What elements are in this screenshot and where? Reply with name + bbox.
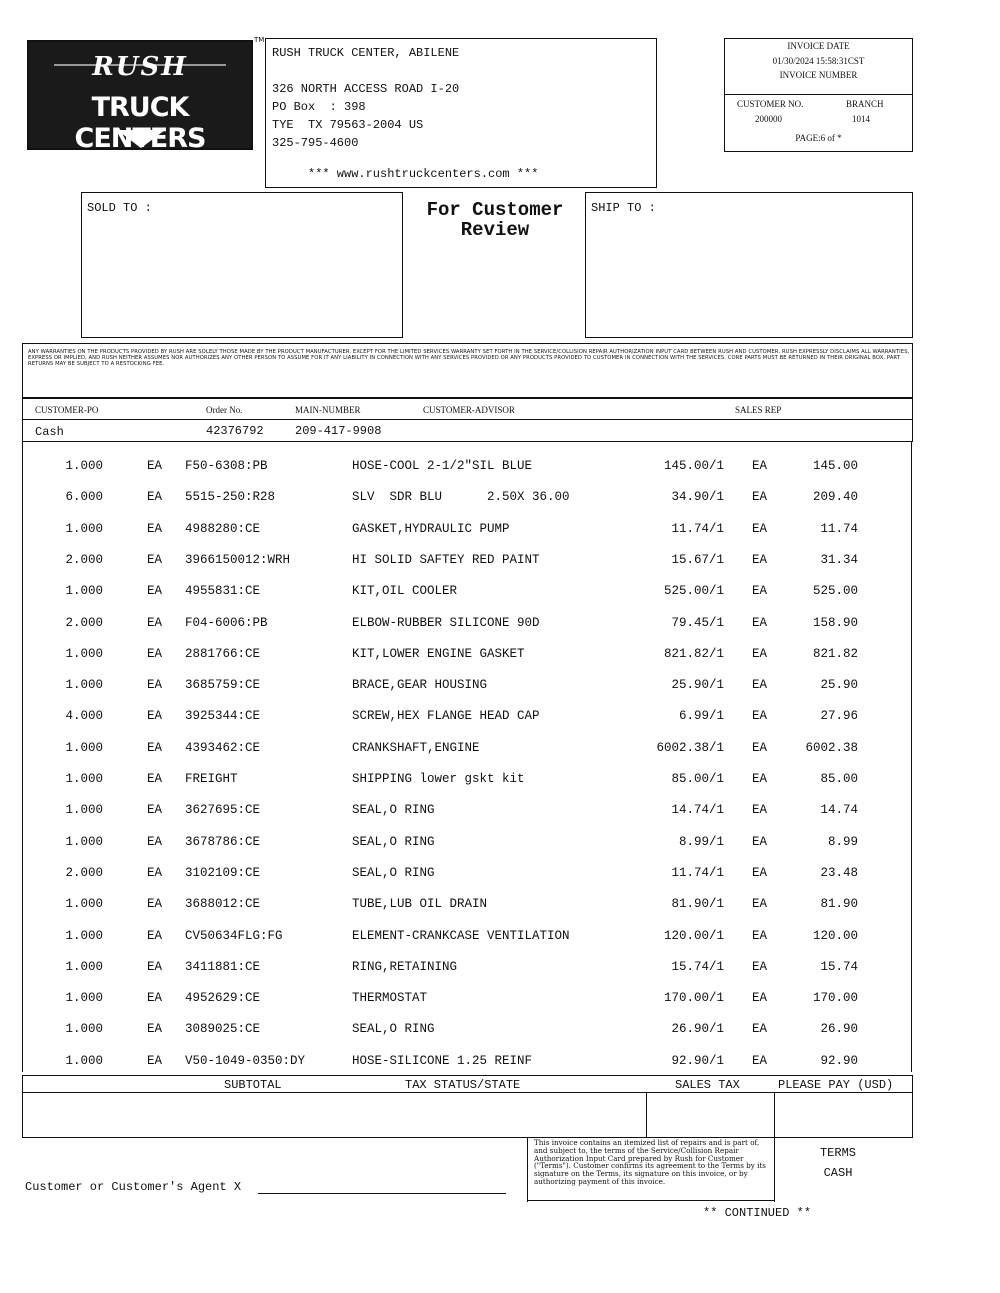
line-price-uom: EA: [752, 552, 768, 567]
customer-advisor-label: CUSTOMER-ADVISOR: [423, 405, 515, 415]
line-qty: 1.000: [65, 991, 103, 1006]
line-price-uom: EA: [752, 459, 768, 473]
line-part-number: F50-6308:PB: [185, 459, 268, 473]
line-uom: EA: [147, 1053, 163, 1068]
line-part-number: 3411881:CE: [185, 959, 261, 974]
notice-bottom-border: [527, 1200, 775, 1201]
line-qty: 1.000: [65, 897, 103, 912]
line-uom: EA: [147, 897, 163, 912]
line-qty: 6.000: [65, 490, 103, 505]
line-uom: EA: [147, 521, 163, 536]
logo-rush-text: RUSH: [92, 52, 188, 82]
line-extended-amount: 15.74: [820, 959, 858, 974]
line-uom: EA: [147, 803, 163, 818]
line-qty: 1.000: [65, 803, 103, 818]
line-price-uom: EA: [752, 834, 768, 849]
line-unit-price: 81.90/1: [671, 897, 724, 912]
line-uom: EA: [147, 740, 163, 755]
terms-value: CASH: [823, 1166, 853, 1180]
line-unit-price: 85.00/1: [671, 772, 724, 786]
line-extended-amount: 158.90: [812, 615, 858, 630]
dealer-name: RUSH TRUCK CENTER, ABILENE: [272, 46, 460, 60]
customer-po-value: Cash: [35, 425, 64, 439]
line-qty: 4.000: [65, 709, 103, 724]
line-uom: EA: [147, 865, 163, 880]
line-description: HI SOLID SAFTEY RED PAINT: [352, 552, 540, 567]
order-header-divider: [22, 419, 913, 420]
line-price-uom: EA: [752, 584, 768, 599]
line-unit-price: 6.99/1: [678, 709, 724, 724]
signature-line[interactable]: [258, 1193, 506, 1194]
line-extended-amount: 821.82: [812, 646, 858, 661]
line-part-number: 4393462:CE: [185, 740, 261, 755]
line-unit-price: 15.67/1: [671, 552, 724, 567]
sold-to-label: SOLD TO :: [87, 201, 152, 215]
line-part-number: 3925344:CE: [185, 709, 261, 724]
line-uom: EA: [147, 615, 163, 630]
line-description: ELBOW-RUBBER SILICONE 90D: [352, 615, 540, 630]
line-price-uom: EA: [752, 772, 768, 786]
line-uom: EA: [147, 459, 163, 473]
line-uom: EA: [147, 709, 163, 724]
totals-divider-1: [646, 1092, 647, 1138]
invoice-number-label: INVOICE NUMBER: [779, 70, 858, 80]
sales-tax-label: SALES TAX: [675, 1078, 740, 1092]
dealer-city: TYE TX 79563-2004 US: [272, 118, 424, 132]
line-unit-price: 6002.38/1: [656, 740, 724, 755]
line-extended-amount: 25.90: [820, 678, 858, 693]
line-price-uom: EA: [752, 897, 768, 912]
line-description: BRACE,GEAR HOUSING: [352, 678, 488, 693]
line-unit-price: 14.74/1: [671, 803, 724, 818]
line-part-number: 2881766:CE: [185, 646, 261, 661]
line-price-uom: EA: [752, 646, 768, 661]
rush-truck-centers-logo: [27, 40, 253, 150]
line-unit-price: 11.74/1: [671, 865, 724, 880]
line-price-uom: EA: [752, 709, 768, 724]
customer-po-label: CUSTOMER-PO: [35, 405, 99, 415]
line-qty: 1.000: [65, 584, 103, 599]
line-description: SCREW,HEX FLANGE HEAD CAP: [352, 709, 540, 724]
line-unit-price: 525.00/1: [663, 584, 724, 599]
branch-label: BRANCH: [846, 99, 884, 109]
line-qty: 1.000: [65, 459, 103, 473]
line-uom: EA: [147, 928, 163, 943]
line-extended-amount: 23.48: [820, 865, 858, 880]
line-extended-amount: 11.74: [820, 521, 858, 536]
dealer-phone: 325-795-4600: [272, 136, 359, 150]
line-uom: EA: [147, 646, 163, 661]
trademark-mark: TM: [254, 36, 265, 44]
customer-no-label: CUSTOMER NO.: [737, 99, 804, 109]
line-description: CRANKSHAFT,ENGINE: [352, 740, 480, 755]
line-part-number: 3102109:CE: [185, 865, 261, 880]
line-qty: 1.000: [65, 772, 103, 786]
invoice-terms-notice: This invoice contains an itemized list of repairs and is part of, and subject to, the terms of the Service/Collision Repair Authorization Input Card prepared by Rush for Customer ("Terms"). Customer confirms its agreement to the Terms by its signature on the Terms, its signature on this invoice, or by authorizing payment of this invoice.: [534, 1138, 766, 1186]
line-uom: EA: [147, 552, 163, 567]
order-no-value: 42376792: [206, 424, 264, 438]
line-description: SEAL,O RING: [352, 834, 435, 849]
signature-label: Customer or Customer's Agent X: [25, 1180, 242, 1194]
dealer-po-box: PO Box : 398: [272, 100, 366, 114]
branch-value: 1014: [852, 114, 870, 124]
dealer-website: *** www.rushtruckcenters.com ***: [308, 167, 539, 181]
line-description: KIT,OIL COOLER: [352, 584, 458, 599]
line-part-number: 3685759:CE: [185, 678, 261, 693]
line-qty: 1.000: [65, 646, 103, 661]
line-unit-price: 170.00/1: [663, 991, 724, 1006]
line-uom: EA: [147, 678, 163, 693]
line-part-number: 3627695:CE: [185, 803, 261, 818]
line-unit-price: 120.00/1: [663, 928, 724, 943]
sales-rep-label: SALES REP: [735, 405, 782, 415]
line-qty: 1.000: [65, 1053, 103, 1068]
line-description: SEAL,O RING: [352, 803, 435, 818]
line-qty: 1.000: [65, 834, 103, 849]
line-description: SEAL,O RING: [352, 1022, 435, 1037]
line-price-uom: EA: [752, 959, 768, 974]
line-price-uom: EA: [752, 1053, 768, 1068]
line-unit-price: 145.00/1: [663, 459, 724, 473]
line-extended-amount: 14.74: [820, 803, 858, 818]
line-description: GASKET,HYDRAULIC PUMP: [352, 521, 510, 536]
line-description: RING,RETAINING: [352, 959, 458, 974]
line-price-uom: EA: [752, 991, 768, 1006]
line-part-number: 4955831:CE: [185, 584, 261, 599]
line-extended-amount: 209.40: [812, 490, 858, 505]
logo-truck-centers-text: TRUCK CENTERS: [74, 92, 206, 150]
line-part-number: FREIGHT: [185, 772, 238, 786]
line-extended-amount: 26.90: [820, 1022, 858, 1037]
line-extended-amount: 85.00: [820, 772, 858, 786]
review-title-line1: For Customer: [426, 199, 564, 221]
line-price-uom: EA: [752, 740, 768, 755]
line-description: SLV SDR BLU 2.50X 36.00: [352, 490, 570, 505]
line-description: ELEMENT-CRANKCASE VENTILATION: [352, 928, 570, 943]
subtotal-label: SUBTOTAL: [224, 1078, 282, 1092]
line-unit-price: 15.74/1: [671, 959, 724, 974]
totals-divider-2: [774, 1092, 775, 1138]
line-qty: 1.000: [65, 928, 103, 943]
main-number-value: 209-417-9908: [295, 424, 382, 438]
customer-no-value: 200000: [755, 114, 782, 124]
line-qty: 1.000: [65, 521, 103, 536]
review-title-line2: Review: [460, 219, 530, 241]
line-extended-amount: 81.90: [820, 897, 858, 912]
line-price-uom: EA: [752, 615, 768, 630]
line-extended-amount: 120.00: [812, 928, 858, 943]
order-no-label: Order No.: [206, 405, 243, 415]
line-extended-amount: 170.00: [812, 991, 858, 1006]
continued-label: ** CONTINUED **: [703, 1206, 812, 1220]
line-unit-price: 79.45/1: [671, 615, 724, 630]
line-price-uom: EA: [752, 678, 768, 693]
line-qty: 1.000: [65, 959, 103, 974]
line-uom: EA: [147, 584, 163, 599]
tax-status-label: TAX STATUS/STATE: [405, 1078, 521, 1092]
line-qty: 1.000: [65, 678, 103, 693]
line-extended-amount: 145.00: [812, 459, 858, 473]
line-part-number: CV50634FLG:FG: [185, 928, 283, 943]
line-uom: EA: [147, 1022, 163, 1037]
line-part-number: 4988280:CE: [185, 521, 261, 536]
line-part-number: 3089025:CE: [185, 1022, 261, 1037]
line-price-uom: EA: [752, 1022, 768, 1037]
line-price-uom: EA: [752, 928, 768, 943]
warranty-text: ANY WARRANTIES ON THE PRODUCTS PROVIDED BY RUSH ARE SOLELY THOSE MADE BY THE PRODUCT MANUFACTURER. EXCEPT FOR THE LIMITED SERVICES WARRANTY SET FORTH IN THE SERVICE/COLLISION REPAIR AUTHORIZATION INPUT CARD BETWEEN RUSH AND CUSTOMER, RUSH EXPRESSLY DISCLAIMS ALL WARRANTIES, EXPRESS OR IMPLIED, AND RUSH NEITHER ASSUMES NOR AUTHORIZES ANY OTHER PERSON TO ASSUME FOR IT ANY LIABILITY IN CONNECTION WITH ANY SERVICES PROVIDED OR ANY PRODUCTS PROVIDED TO CUSTOMER IN CONNECTION WITH THE SERVICES. CORE PARTS MUST BE RETURNED IN THEIR ORIGINAL BOX. PART RETURNS MAY BE SUBJECT TO A RESTOCKING FEE.: [28, 349, 910, 367]
line-description: HOSE-SILICONE 1.25 REINF: [352, 1053, 533, 1068]
line-extended-amount: 8.99: [827, 834, 858, 849]
line-extended-amount: 27.96: [820, 709, 858, 724]
line-price-uom: EA: [752, 521, 768, 536]
notice-left-border: [527, 1138, 528, 1202]
line-extended-amount: 31.34: [820, 552, 858, 567]
line-uom: EA: [147, 959, 163, 974]
line-part-number: 4952629:CE: [185, 991, 261, 1006]
line-part-number: 3966150012:WRH: [185, 552, 291, 567]
line-unit-price: 34.90/1: [671, 490, 724, 505]
line-description: KIT,LOWER ENGINE GASKET: [352, 646, 525, 661]
line-description: TUBE,LUB OIL DRAIN: [352, 897, 488, 912]
invoice-date-value: 01/30/2024 15:58:31CST: [772, 56, 865, 66]
line-unit-price: 26.90/1: [671, 1022, 724, 1037]
terms-label: TERMS: [819, 1146, 856, 1160]
line-part-number: 3688012:CE: [185, 897, 261, 912]
line-uom: EA: [147, 834, 163, 849]
line-qty: 2.000: [65, 865, 103, 880]
line-qty: 1.000: [65, 740, 103, 755]
line-extended-amount: 92.90: [820, 1053, 858, 1068]
line-unit-price: 821.82/1: [663, 646, 724, 661]
line-part-number: 3678786:CE: [185, 834, 261, 849]
line-uom: EA: [147, 991, 163, 1006]
line-price-uom: EA: [752, 490, 768, 505]
items-left-border: [22, 442, 23, 1072]
line-description: HOSE-COOL 2-1/2"SIL BLUE: [352, 459, 533, 473]
line-part-number: V50-1049-0350:DY: [185, 1053, 306, 1068]
invoice-date-label: INVOICE DATE: [787, 41, 850, 51]
line-qty: 2.000: [65, 615, 103, 630]
line-unit-price: 11.74/1: [671, 521, 724, 536]
ship-to-label: SHIP TO :: [591, 201, 656, 215]
line-unit-price: 25.90/1: [671, 678, 724, 693]
items-right-border: [911, 442, 912, 1072]
logo-triangle-icon: [117, 130, 165, 148]
invoice-box-divider: [724, 94, 913, 95]
line-uom: EA: [147, 772, 163, 786]
line-extended-amount: 6002.38: [805, 740, 858, 755]
line-part-number: F04-6006:PB: [185, 615, 268, 630]
line-extended-amount: 525.00: [812, 584, 858, 599]
line-qty: 1.000: [65, 1022, 103, 1037]
line-qty: 2.000: [65, 552, 103, 567]
line-description: SHIPPING lower gskt kit: [352, 772, 525, 786]
main-number-label: MAIN-NUMBER: [295, 405, 361, 415]
line-description: THERMOSTAT: [352, 991, 428, 1006]
please-pay-label: PLEASE PAY (USD): [778, 1078, 894, 1092]
line-price-uom: EA: [752, 865, 768, 880]
line-part-number: 5515-250:R28: [185, 490, 276, 505]
line-price-uom: EA: [752, 803, 768, 818]
line-unit-price: 92.90/1: [671, 1053, 724, 1068]
totals-header-divider: [22, 1092, 913, 1093]
line-uom: EA: [147, 490, 163, 505]
line-unit-price: 8.99/1: [678, 834, 724, 849]
line-description: SEAL,O RING: [352, 865, 435, 880]
dealer-address: 326 NORTH ACCESS ROAD I-20: [272, 82, 460, 96]
page-indicator: PAGE:6 of *: [795, 133, 842, 143]
